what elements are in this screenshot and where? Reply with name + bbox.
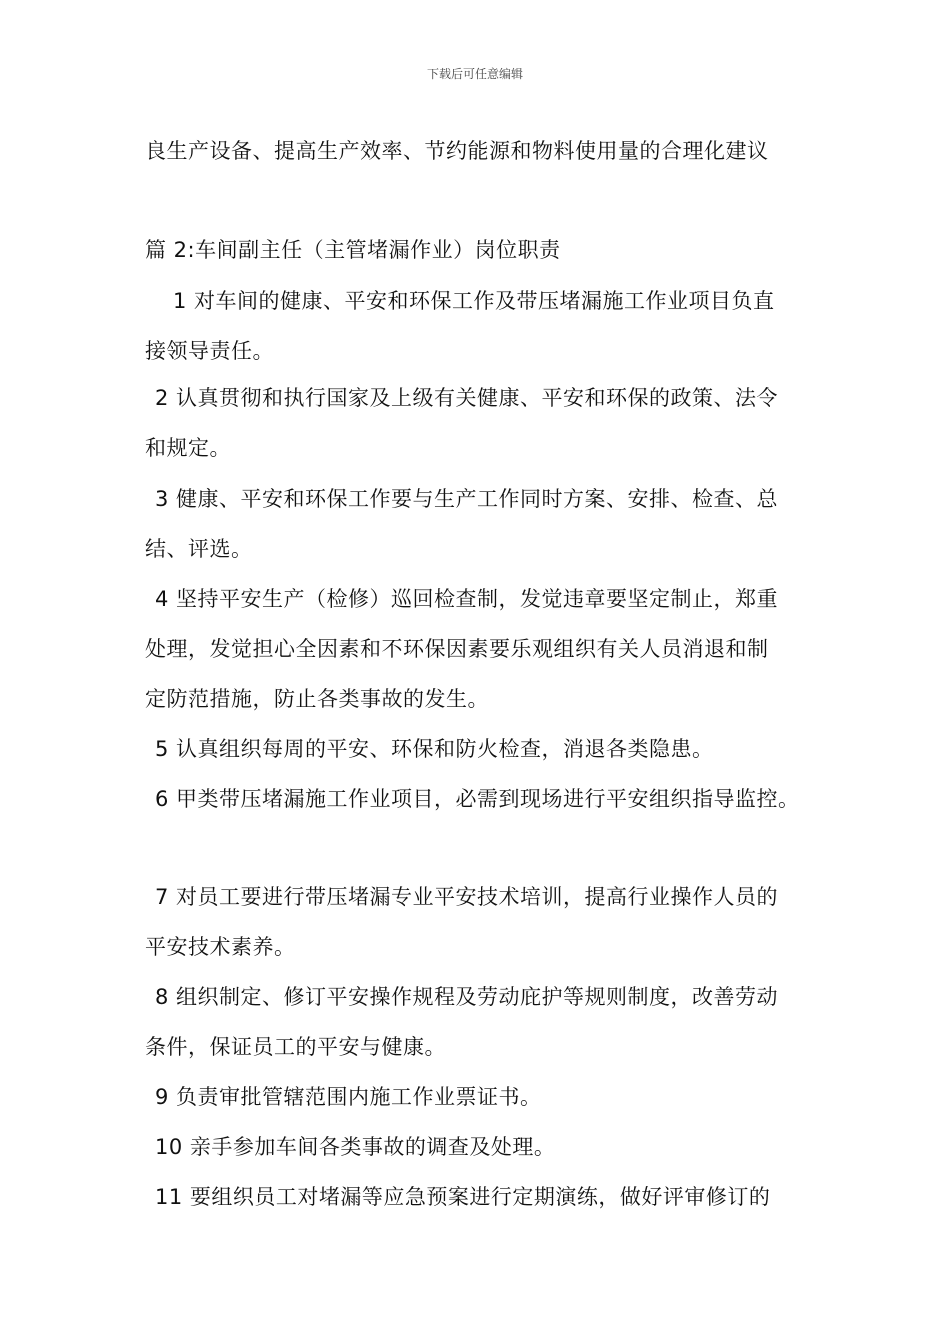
- text-line-11: 定防范措施，防止各类事故的发生。: [145, 687, 489, 711]
- section-title: 篇 2:车间副主任（主管堵漏作业）岗位职责: [145, 238, 561, 262]
- page-header: 下载后可任意编辑: [426, 67, 523, 81]
- text-line-4: 接领导责任。: [145, 339, 274, 363]
- text-line-16: 8 组织制定、修订平安操作规程及劳动庇护等规则制度，改善劳动: [155, 985, 779, 1009]
- text-line-10: 处理，发觉担心全因素和不环保因素要乐观组织有关人员消退和制: [145, 637, 769, 661]
- text-line-13: 6 甲类带压堵漏施工作业项目，必需到现场进行平安组织指导监控。: [155, 787, 800, 811]
- text-line-3: 1 对车间的健康、平安和环保工作及带压堵漏施工作业项目负直: [173, 289, 775, 313]
- text-line-17: 条件，保证员工的平安与健康。: [145, 1035, 446, 1059]
- text-line-14: 7 对员工要进行带压堵漏专业平安技术培训，提高行业操作人员的: [155, 885, 779, 909]
- text-line-5: 2 认真贯彻和执行国家及上级有关健康、平安和环保的政策、法令: [155, 386, 779, 410]
- text-line-12: 5 认真组织每周的平安、环保和防火检查，消退各类隐患。: [155, 737, 714, 761]
- text-line-7: 3 健康、平安和环保工作要与生产工作同时方案、安排、检查、总: [155, 487, 779, 511]
- text-line-6: 和规定。: [145, 436, 231, 460]
- text-line-18: 9 负责审批管辖范围内施工作业票证书。: [155, 1085, 542, 1109]
- text-line-1: 良生产设备、提高生产效率、节约能源和物料使用量的合理化建议: [145, 139, 769, 163]
- text-line-8: 结、评选。: [145, 537, 253, 561]
- text-line-15: 平安技术素养。: [145, 935, 296, 959]
- text-line-20: 11 要组织员工对堵漏等应急预案进行定期演练，做好评审修订的: [155, 1185, 771, 1209]
- text-line-9: 4 坚持平安生产（检修）巡回检查制，发觉违章要坚定制止，郑重: [155, 587, 779, 611]
- text-line-19: 10 亲手参加车间各类事故的调查及处理。: [155, 1135, 556, 1159]
